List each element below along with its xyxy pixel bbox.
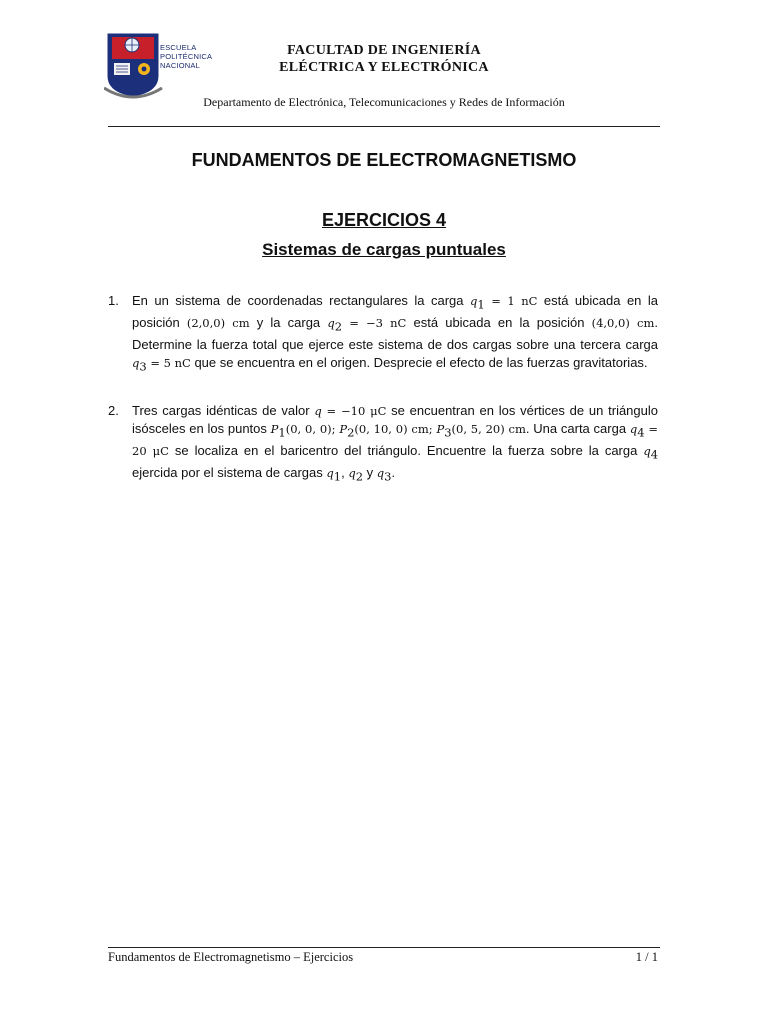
page-number: 1 / 1 [635, 950, 658, 964]
footer-title: Fundamentos de Electromagnetismo – Ejercicios [108, 950, 354, 964]
problem-2 [108, 402, 658, 487]
problem-list [108, 292, 658, 513]
problem-1 [108, 292, 658, 376]
footer-divider [108, 947, 660, 948]
logo-text-line-3: NACIONAL [160, 61, 200, 70]
faculty-line-2: ELÉCTRICA Y ELECTRÓNICA [279, 60, 489, 75]
department-name: Departamento de Electrónica, Telecomunicaciones y Redes de Información [203, 95, 565, 109]
logo-text [160, 43, 212, 70]
problem-text: En un sistema de coordenadas rectangulares la carga $q_1 = 1$ nC está ubicada en la posición (2,0,0) cm y la carga $q_2 = -3$ nC está ubicada en la posición (4,0,0) cm. Determine la fuerza total que ejerce este sistema de dos cargas sobre una tercera carga $q_3 = 5$ nC que se encuentra en el origen. Desprecie el efecto de las fuerzas gravitatorias. [132, 293, 658, 374]
logo-text-line-2: POLITÉCNICA [160, 52, 213, 61]
exercise-title: EJERCICIOS 4 [321, 210, 447, 230]
problem-number: 1. [108, 293, 119, 308]
exercise-subtitle: Sistemas de cargas puntuales [262, 240, 506, 259]
logo-text-line-1: ESCUELA [160, 43, 197, 52]
problem-number: 2. [108, 402, 119, 418]
problem-text: Tres cargas idénticas de valor q = −10 μC se encuentran en los vértices de un triángulo isósceles en los puntos $P_1(0$, 0, 0); $P_2(0$, 10, 0) cm; $P_3(0$, 5, 20) cm. Una carta carga $q_4 = 20$ μC se localiza en el baricentro del triángulo. Encuentre la fuerza sobre la carga $q_4$ ejercida por el sistema de cargas $q_1$, $q_2$ y $q_3$. [132, 402, 659, 485]
header-divider [108, 126, 660, 127]
faculty-line-1: FACULTAD DE INGENIERÍA [287, 43, 481, 58]
course-title: FUNDAMENTOS DE ELECTROMAGNETISMO [191, 150, 577, 170]
faculty-heading [220, 42, 548, 76]
